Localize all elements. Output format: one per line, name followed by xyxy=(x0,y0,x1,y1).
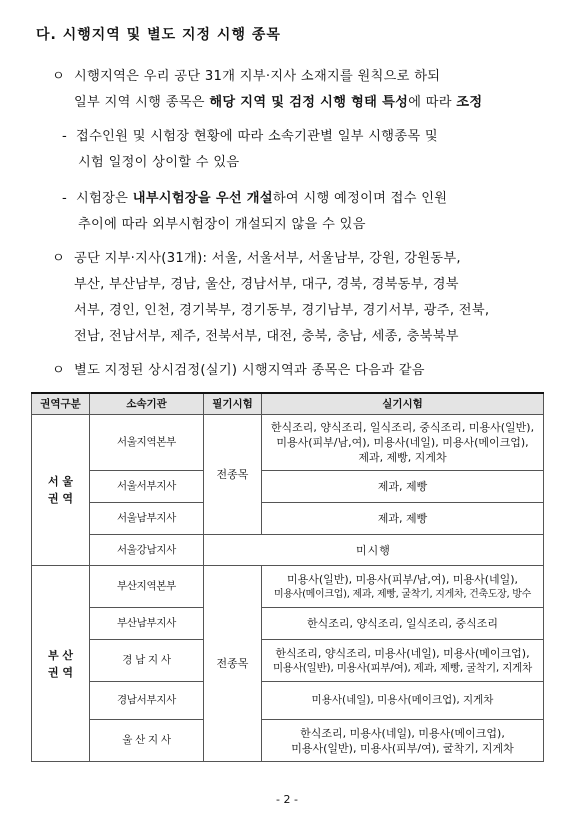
bullet3-line1: 별도 지정된 상시검정(실기) 시행지역과 종목은 다음과 같음 xyxy=(74,363,425,378)
table-row xyxy=(32,415,544,471)
table-row xyxy=(32,640,544,682)
region-seoul xyxy=(32,415,90,566)
table-row xyxy=(32,720,544,762)
bullet-paragraph-regions xyxy=(52,64,482,116)
bullet-paragraph-table-intro xyxy=(52,358,425,384)
header-written: 필기시험 xyxy=(204,393,262,415)
table-row xyxy=(32,535,544,566)
org-cell: 서울서부지사 xyxy=(90,471,204,503)
sub2-line1-bold: 내부시험장을 우선 개설 xyxy=(132,191,273,206)
practical-line: 미용사(일반), 미용사(피부/여), 제과, 제빵, 굴착기, 지게차 xyxy=(272,661,533,674)
table-row xyxy=(32,682,544,720)
sub2-line2: 추이에 따라 외부시험장이 개설되지 않을 수 있음 xyxy=(78,217,366,232)
header-region: 권역구분 xyxy=(32,393,90,415)
dash-icon: - xyxy=(62,191,68,206)
sub2-line1-b: 하여 시행 예정이며 접수 인원 xyxy=(272,191,448,206)
bullet2-line2: 부산, 부산남부, 경남, 울산, 경남서부, 대구, 경북, 경북동부, 경북 xyxy=(74,277,459,292)
bullet-icon: ㅇ xyxy=(52,69,66,84)
section-heading: 다. 시행지역 및 별도 지정 시행 종목 xyxy=(36,27,281,43)
table-row xyxy=(32,471,544,503)
org-cell: 부산지역본부 xyxy=(90,566,204,608)
practical-line: 미용사(일반), 미용사(피부/여), 굴착기, 지게차 xyxy=(291,741,514,755)
practical-line: 제과, 제빵, 지게차 xyxy=(358,451,447,464)
bullet2-line3: 서부, 경인, 인천, 경기북부, 경기동부, 경기남부, 경기서부, 광주, 전북, xyxy=(74,303,490,318)
bullet1-line1: 시행지역은 우리 공단 31개 지부·지사 소재지를 원칙으로 하되 xyxy=(74,69,441,84)
bullet2-line1: 공단 지부·지사(31개): 서울, 서울서부, 서울남부, 강원, 강원동부, xyxy=(74,251,461,266)
exam-region-table xyxy=(31,392,544,762)
header-practical: 실기시험 xyxy=(262,393,544,415)
region-busan xyxy=(32,566,90,762)
sub2-line1-a: 시험장은 xyxy=(76,191,133,206)
sub-paragraph-schedule xyxy=(62,124,438,176)
table-row xyxy=(32,566,544,608)
org-cell: 부산남부지사 xyxy=(90,608,204,640)
table-row xyxy=(32,503,544,535)
practical-cell xyxy=(262,566,544,608)
bullet1-line2-a: 일부 지역 시행 종목은 xyxy=(74,95,210,110)
org-cell: 경남서부지사 xyxy=(90,682,204,720)
dash-icon: - xyxy=(62,129,68,144)
practical-cell: 제과, 제빵 xyxy=(262,503,544,535)
practical-cell xyxy=(262,415,544,471)
practical-cell: 제과, 제빵 xyxy=(262,471,544,503)
page-number: - 2 - xyxy=(276,793,298,806)
sub1-line1: 접수인원 및 시험장 현황에 따라 소속기관별 일부 시행종목 및 xyxy=(76,129,438,144)
bullet-icon: ㅇ xyxy=(52,251,66,266)
bullet-paragraph-branches xyxy=(52,246,489,350)
sub1-line2: 시험 일정이 상이할 수 있음 xyxy=(78,155,240,170)
region-busan-line1: 부 산 xyxy=(47,648,74,662)
practical-line: 미용사(일반), 미용사(피부/남,여), 미용사(네일), xyxy=(286,572,519,586)
practical-cell xyxy=(262,640,544,682)
practical-cell xyxy=(262,720,544,762)
org-cell: 경 남 지 사 xyxy=(90,640,204,682)
bullet-icon: ㅇ xyxy=(52,363,66,378)
bullet2-line4: 전남, 전남서부, 제주, 전북서부, 대전, 충북, 충남, 세종, 충북북부 xyxy=(74,329,459,344)
region-seoul-line2: 권 역 xyxy=(47,492,74,505)
not-conducted-cell: 미시행 xyxy=(204,535,544,566)
table-header-row xyxy=(32,393,544,415)
written-busan: 전종목 xyxy=(204,566,262,762)
org-cell: 울 산 지 사 xyxy=(90,720,204,762)
practical-line: 미용사(피부/남,여), 미용사(네일), 미용사(메이크업), xyxy=(276,436,529,449)
bullet1-line2-bold: 해당 지역 및 검정 시행 형태 특성 xyxy=(209,95,409,110)
bullet1-line2-bold2: 조정 xyxy=(456,95,483,110)
header-org: 소속기관 xyxy=(90,393,204,415)
written-seoul: 전종목 xyxy=(204,415,262,535)
practical-line: 한식조리, 미용사(네일), 미용사(메이크업), xyxy=(300,726,505,740)
practical-line: 한식조리, 양식조리, 일식조리, 중식조리, 미용사(일반), xyxy=(270,421,535,434)
practical-line: 한식조리, 양식조리, 미용사(네일), 미용사(메이크업), xyxy=(275,646,530,660)
table-row xyxy=(32,608,544,640)
region-seoul-line1: 서 울 xyxy=(47,475,74,488)
org-cell: 서울남부지사 xyxy=(90,503,204,535)
org-cell: 서울지역본부 xyxy=(90,415,204,471)
org-cell: 서울강남지사 xyxy=(90,535,204,566)
sub-paragraph-venue xyxy=(62,186,447,238)
practical-cell: 미용사(네일), 미용사(메이크업), 지게차 xyxy=(262,682,544,720)
practical-line: 미용사(메이크업), 제과, 제빵, 굴착기, 지게차, 건축도장, 방수 xyxy=(273,588,532,600)
bullet1-line2-b: 에 따라 xyxy=(408,95,457,110)
practical-cell: 한식조리, 양식조리, 일식조리, 중식조리 xyxy=(262,608,544,640)
region-busan-line2: 권 역 xyxy=(47,665,74,679)
